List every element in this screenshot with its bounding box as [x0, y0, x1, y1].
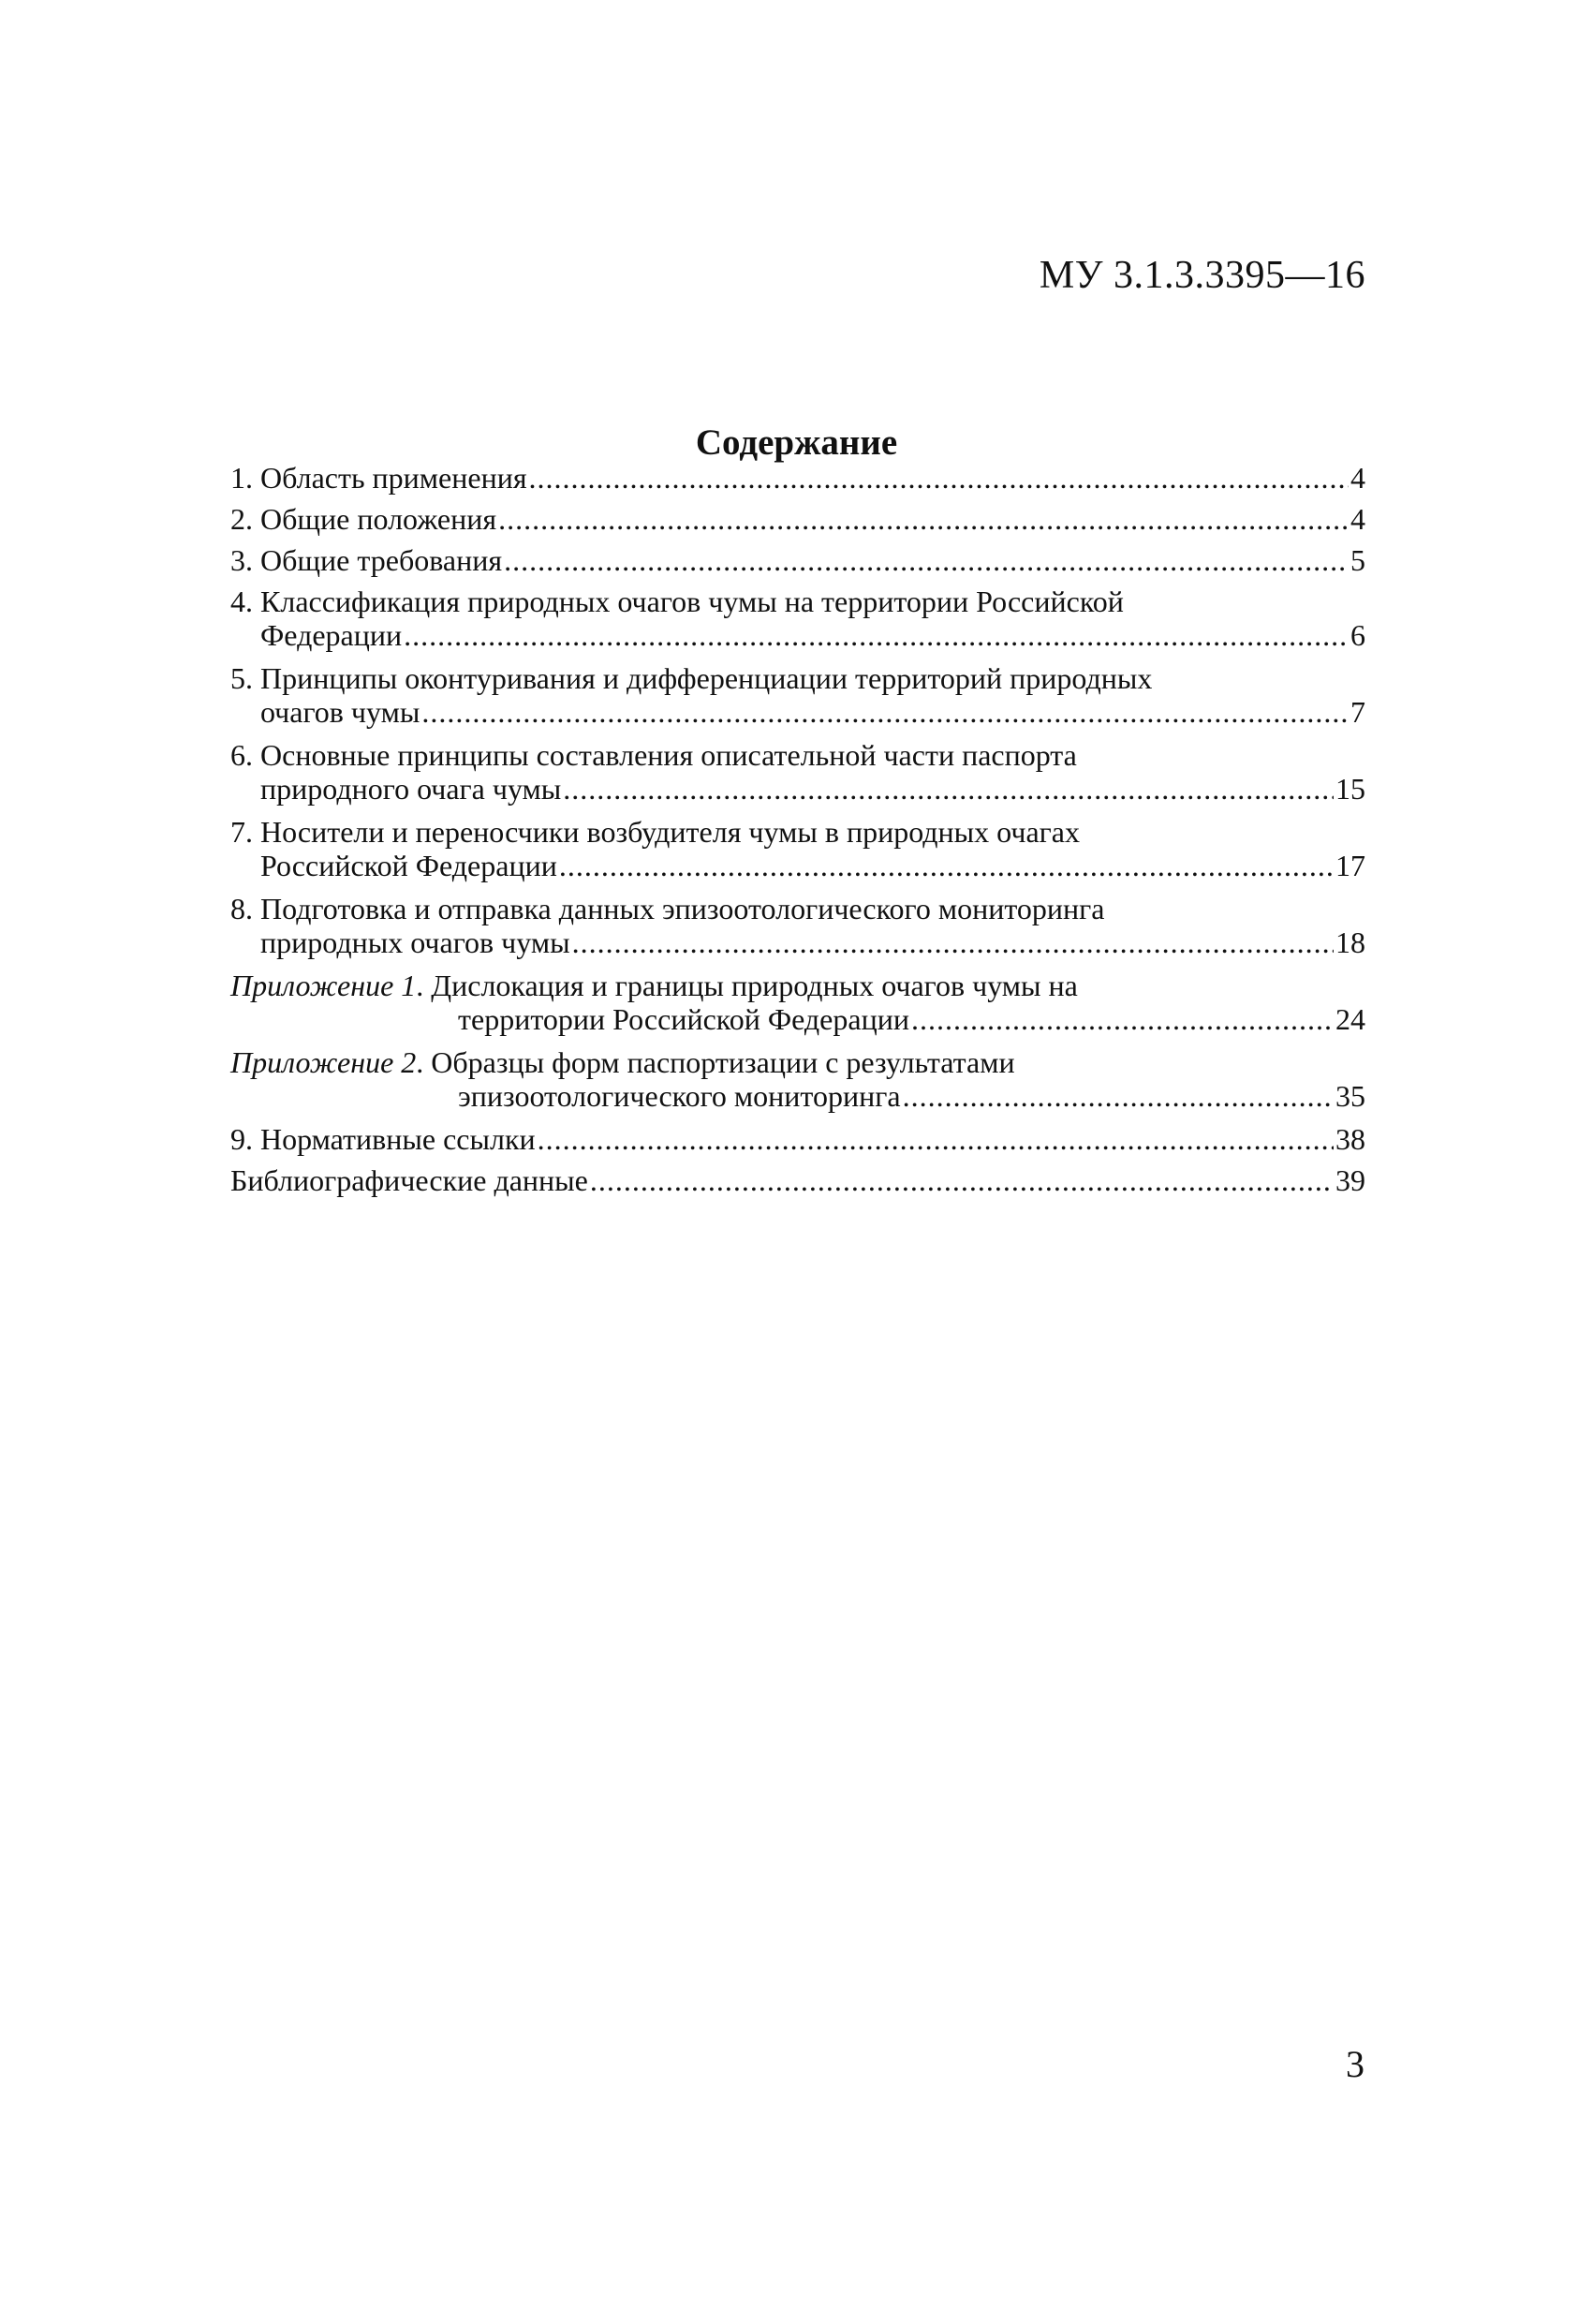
appendix-label: Приложение 2 [230, 1045, 417, 1079]
toc-entry-title: Классификация природных очагов чумы на территории Российской [260, 585, 1124, 618]
dot-leader [504, 543, 1349, 577]
toc-entry[interactable] [230, 1122, 1365, 1156]
toc-title: Содержание [695, 422, 898, 463]
toc-entry-title: Принципы оконтуривания и дифференциации территорий природных [260, 661, 1153, 695]
toc-entry-page: 7 [1350, 695, 1365, 729]
toc-entry-title-cont: Федерации [260, 618, 403, 652]
toc-entry-page: 4 [1350, 502, 1365, 536]
page-number: 3 [1346, 2043, 1364, 2085]
dot-leader [559, 849, 1334, 882]
toc-entry-number: 6. [230, 738, 260, 772]
toc-entry[interactable] [230, 738, 1365, 806]
dot-leader [590, 1163, 1334, 1197]
appendix-title: . Дислокация и границы природных очагов чумы на [416, 969, 1078, 1002]
dot-leader [498, 502, 1349, 536]
toc-entry-number: 2. [230, 502, 260, 536]
toc-entry-title: Подготовка и отправка данных эпизоотологического мониторинга [260, 892, 1105, 925]
toc-entry-number: 3. [230, 543, 260, 577]
toc-entry-page: 18 [1335, 925, 1365, 959]
dot-leader [421, 695, 1349, 729]
toc-entry-title: Общие положения [260, 502, 497, 536]
toc-entry-title: Носители и переносчики возбудителя чумы в природных очагах [260, 815, 1080, 849]
toc-entry[interactable] [230, 502, 1365, 536]
toc-entry-number: 8. [230, 892, 260, 925]
toc-entry[interactable] [230, 1163, 1365, 1197]
toc-entry-number: 7. [230, 815, 260, 849]
dot-leader [572, 925, 1334, 959]
appendix-label: Приложение 1 [230, 969, 417, 1002]
dot-leader [404, 618, 1349, 652]
toc-entry-page: 15 [1335, 772, 1365, 806]
toc-appendix-entry[interactable] [230, 969, 1365, 1036]
document-code: МУ 3.1.3.3395—16 [1039, 254, 1365, 297]
appendix-title-cont: территории Российской Федерации [458, 1002, 909, 1036]
toc-entry-title: Основные принципы составления описательной части паспорта [260, 738, 1077, 772]
dot-leader [903, 1079, 1334, 1113]
toc-entry-page: 4 [1350, 461, 1365, 495]
toc-entry-title: Общие требования [260, 543, 503, 577]
toc-entry-number: 1. [230, 461, 260, 495]
appendix-title-cont: эпизоотологического мониторинга [458, 1079, 901, 1113]
toc-entry[interactable] [230, 461, 1365, 495]
table-of-contents [230, 461, 1365, 1205]
toc-entry-page: 39 [1335, 1163, 1365, 1197]
appendix-title: . Образцы форм паспортизации с результатами [416, 1045, 1015, 1079]
toc-appendix-entry[interactable] [230, 1045, 1365, 1113]
toc-entry[interactable] [230, 585, 1365, 652]
toc-entry-page: 5 [1350, 543, 1365, 577]
toc-entry-page: 17 [1335, 849, 1365, 882]
dot-leader [911, 1002, 1334, 1036]
toc-entry-page: 6 [1350, 618, 1365, 652]
toc-entry-title-cont: природного очага чумы [260, 772, 562, 806]
toc-entry-page: 24 [1335, 1002, 1365, 1036]
toc-entry-number: 4. [230, 585, 260, 618]
toc-entry-title-cont: Российской Федерации [260, 849, 557, 882]
toc-entry-title-cont: очагов чумы [260, 695, 420, 729]
toc-entry-title: Область применения [260, 461, 527, 495]
toc-entry-title: Нормативные ссылки [260, 1122, 536, 1156]
toc-entry[interactable] [230, 892, 1365, 959]
toc-entry[interactable] [230, 543, 1365, 577]
toc-entry-number: 9. [230, 1122, 260, 1156]
toc-entry-page: 38 [1335, 1122, 1365, 1156]
toc-entry-title: Библиографические данные [230, 1163, 588, 1197]
toc-entry-title-cont: природных очагов чумы [260, 925, 570, 959]
toc-entry[interactable] [230, 661, 1365, 729]
dot-leader [563, 772, 1334, 806]
toc-entry-page: 35 [1335, 1079, 1365, 1113]
dot-leader [529, 461, 1349, 495]
dot-leader [538, 1122, 1334, 1156]
toc-entry-number: 5. [230, 661, 260, 695]
toc-entry[interactable] [230, 815, 1365, 882]
